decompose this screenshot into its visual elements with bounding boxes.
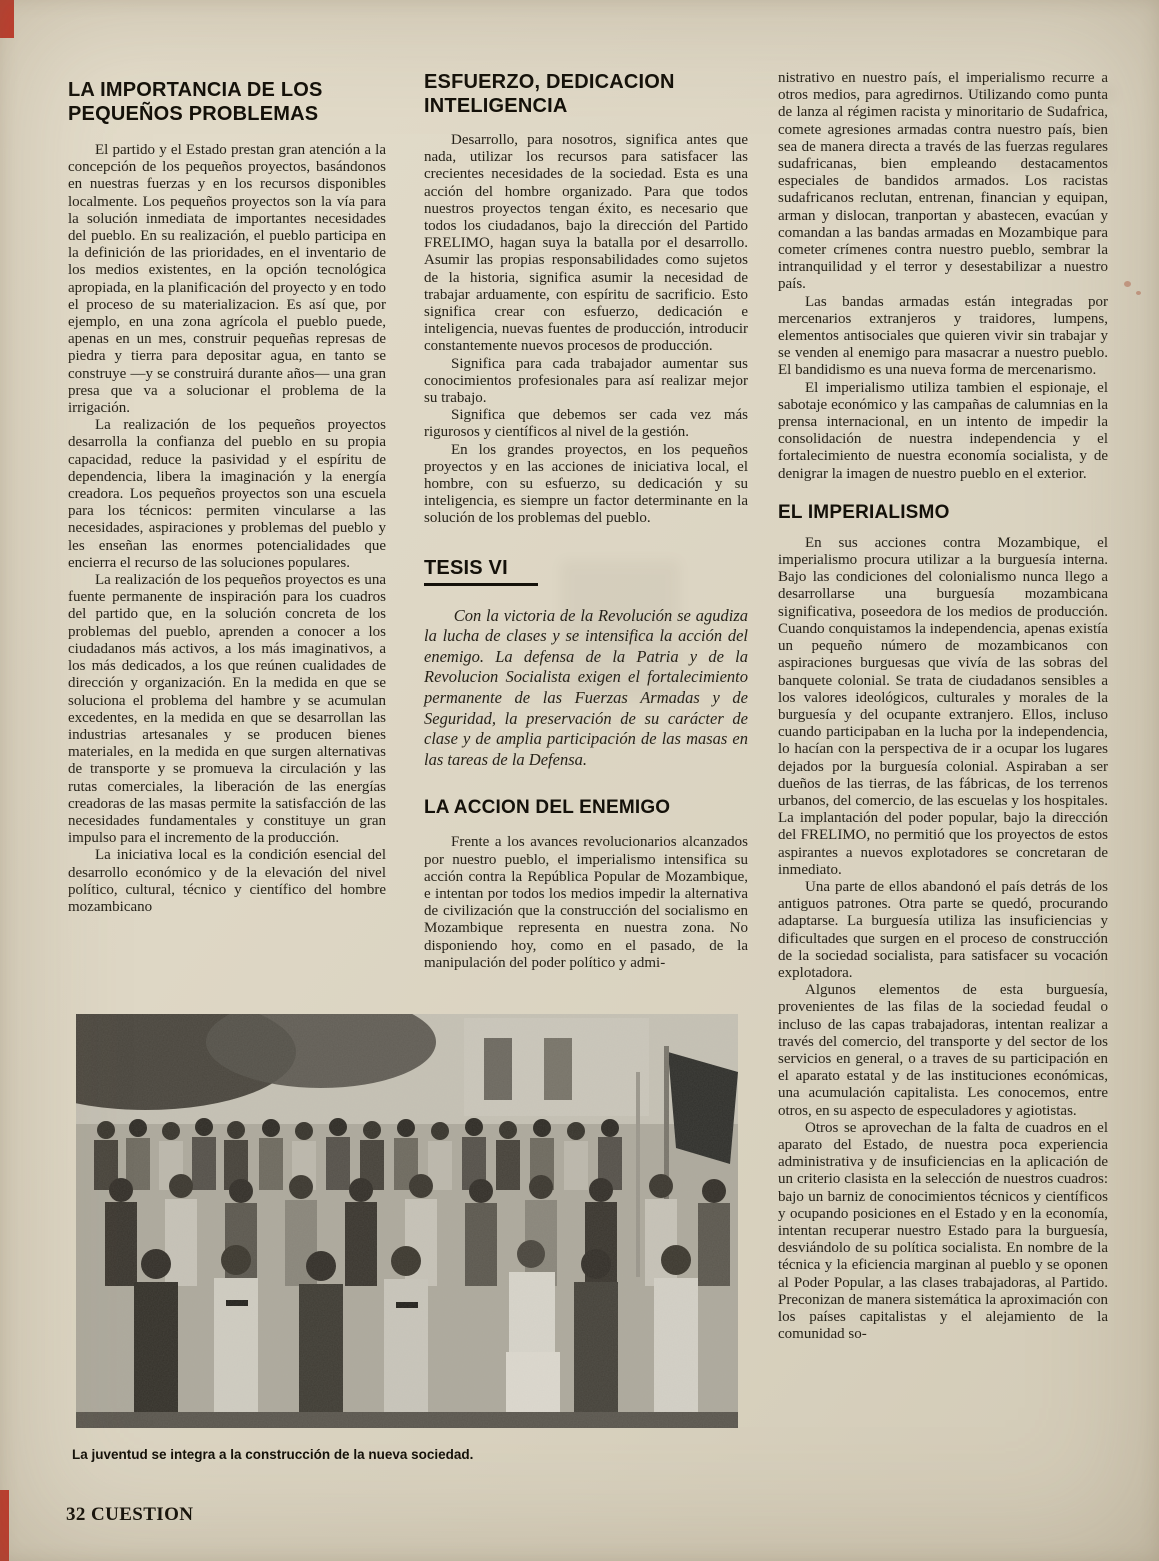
paragraph: La realización de los pequeños proyectos desarrolla la confianza del pueblo en su propia capacidad, reduce la pasividad y el espíritu de dependencia, libera la imaginación y la energía creadora. Los pequeños proyectos son una escuela para los técnicos: permiten vincularse a las necesidades, aspiraciones y problemas del pueblo y les enseñan las enormes potencialidades que encierra el recurso de las soluciones populares. [68,417,386,571]
paragraph: En los grandes proyectos, en los pequeños proyectos y en las acciones de iniciativa local, el hombre, con su esfuerzo, su dedicación y su inteligencia, es siempre un factor determinante en la solución de los problemas del pueblo. [424,441,748,527]
page-edge-red-mark-top [0,0,14,38]
page-footer: 32 CUESTION [66,1504,194,1525]
paragraph: En sus acciones contra Mozambique, el imperialismo procura utilizar a la burguesía interna. Bajo las condiciones del colonialismo nunca llego a desarrollarse una burguesía mozambicana significativa, poseedora de los medios de producción. Cuando conquistamos la independencia, apenas existía un pequeño número de mozambicanos con aspiraciones burguesas que vivía de las sobras del banquete colonial. Se trata de ciudadanos sensibles a los valores ideológicos, culturales y morales de la burguesía y del ocupante extranjero. Ellos, incluso cuando participaban en la lucha por la independencia, lo hacían con la perspectiva de ir a ocupar los lugares dejados por la burguesía colonial. Aspiraban a ser dueños de las tierras, de las fábricas, de los terrenos urbanos, del comercio, de las escuelas y los hospitales. La implantación del poder popular, bajo la dirección del FRELIMO, no permitió que los proyectos de estos aspirantes a nuevos explotadores se concretaran de inmediato. [778,534,1108,878]
paragraph: Algunos elementos de esta burguesía, provenientes de las filas de la sociedad feudal o incluso de las capas trabajadoras, intentan realizar a través del comercio, del transporte y del sector de los servicios en general, o a traves de su participación en el aparato estatal y de las instituciones económicas, una acumulación capitalista. Les conocemos, entre otros, en su aspecto de especuladores y agiotistas. [778,982,1108,1119]
column-middle [424,70,748,972]
paragraph: El imperialismo utiliza tambien el espionaje, el sabotaje económico y las campañas de calumnias en la prensa internacional, en un intento de impedir la consolidación de nuestra independencia y el fortalecimiento de nuestra economía socialista, y de denigrar la imagen de nuestro pueblo en el exterior. [778,379,1108,482]
paragraph: nistrativo en nuestro país, el imperialismo recurre a otros medios, para agredirnos. Utilizando como punta de lanza al régimen racista y minoritario de Sudafrica, comete agresiones armadas contra nuestro país, bien sea de manera directa a través de las fuerzas regulares sudafricanas, bien empleando destacamentos especiales de bandidos armados. Los racistas sudafricanos reclutan, entrenan, financian y equipan, arman y dislocan, tranportan y abastecen, evacúan y comandan a las bandas armadas en Mozambique para cometer crímenes contra nuestro pueblo, sembrar la intranquilidad y el terror y desestabilizar a nuestro país. [778,70,1108,293]
heading-tesis-vi-label: TESIS VI [424,556,538,586]
paragraph: Una parte de ellos abandonó el país detrás de los antiguos patrones. Otra parte se quedó, procurando adaptarse. La burguesía utiliza las insuficiencias y dificultades que surgen en el proceso de construcción de la sociedad socialista, para satisfacer su vocación explotadora. [778,878,1108,981]
paragraph: El partido y el Estado prestan gran atención a la concepción de los pequeños proyectos, basándonos en nuestras fuerzas y en los recursos disponibles localmente. Los pequeños proyectos son la vía para la solución inmediata de importantes necesidades del pueblo. En su realización, el pueblo participa en la definición de las prioridades, en el inventario de los medios existentes, en la opción tecnológica apropiada, en la planificación del proyecto y en todo el proceso de su materializacion. Es así que, por ejemplo, en una zona agrícola el pueblo puede, apenas en un mes, construir pequeñas represas de piedra y tierra para depositar agua, en tanto se construye —y se construirá durante años— una gran presa que va a solucionar el problema de la irrigación. [68,142,386,417]
heading-pequenos-problemas: LA IMPORTANCIA DE LOS PEQUEÑOS PROBLEMAS [68,79,323,125]
paragraph: La iniciativa local es la condición esencial del desarrollo económico y de la elevación del nivel político, cultural, técnico y científico del hombre mozambicano [68,847,386,915]
paragraph: Otros se aprovechan de la falta de cuadros en el aparato del Estado, de nuestra poca experiencia administrativa y de insuficiencias en la aplicación de un criterio clasista en la selección de nuestros cuadros: bajo un barniz de conocimientos técnicos y científicos y ocupando posiciones en el Estado y en la economía, intentan recuperar nuestro Estado para la burguesía, desviándolo de su política socialista. En nombre de la técnica y la eficiencia marginan al pueblo y se oponen al Poder Popular, a las clases trabajadoras, al Partido. Preconizan de manera sistemática la aproximación con los países capitalistas y el alejamiento de la comunidad so- [778,1119,1108,1343]
column-right [778,70,1108,1343]
heading-tesis-vi [424,556,748,586]
paper-stain [1136,291,1141,295]
paper-stain [1124,281,1131,287]
heading-accion-enemigo: LA ACCION DEL ENEMIGO [424,797,671,819]
tesis-paragraph: Con la victoria de la Revolución se agudiza la lucha de clases y se intensifica la acción del enemigo. La defensa de la Patria y de la Revolucion Socialista exigen el fortalecimiento permanente de las Fuerzas Armadas y de Seguridad, la preservación de su carácter de clase y de amplia participación de las masas en las tareas de la Defensa. [424,605,748,769]
paragraph: Desarrollo, para nosotros, significa antes que nada, utilizar los recursos para satisfacer las crecientes necesidades de la sociedad. Esta es una acción del hombre organizado. Para que todos nuestros proyectos tengan éxito, es necesario que todos los ciudadanos, bajo la dirección del Partido FRELIMO, hagan suya la batalla por el desarrollo. Asumir las propias responsabilidades como sujetos de la historia, significa asumir la necesidad de trabajar arduamente, con espíritu de sacrificio. Esto significa crear con esfuerzo, dedicación e inteligencia, nuevas fuentes de producción, introducir constantemente nuevos procesos de producción. [424,132,748,355]
column-left [68,78,386,916]
crowd-photo [76,1014,738,1428]
paragraph: Las bandas armadas están integradas por mercenarios extranjeros y traidores, lumpens, elementos antisociales que quieren vivir sin trabajar y se venden al enemigo para masacrar a nuestro pueblo. El bandidismo es una nueva forma de mercenarismo. [778,293,1108,379]
page-edge-red-mark-bottom [0,1490,9,1561]
paragraph: Significa para cada trabajador aumentar sus conocimientos profesionales para así realizar mejor su trabajo. [424,355,748,407]
heading-imperialismo: EL IMPERIALISMO [778,501,950,523]
paragraph: Significa que debemos ser cada vez más rigurosos y científicos al nivel de la gestión. [424,407,748,441]
photo-caption: La juventud se integra a la construcción de la nueva sociedad. [72,1447,474,1462]
paragraph: Frente a los avances revolucionarios alcanzados por nuestro pueblo, el imperialismo intensifica su acción contra la República Popular de Mozambique, e intentan por todos los medios impedir la alternativa de civilización que la construcción del socialismo en Mozambique representa en nuestra zona. No disponiendo hoy, como en el pasado, de la manipulación del poder político y admi- [424,834,748,971]
crowd-photo-illustration [76,1014,738,1428]
heading-esfuerzo: ESFUERZO, DEDICACION INTELIGENCIA [424,71,675,117]
paragraph: La realización de los pequeños proyectos es una fuente permanente de inspiración para los cuadros del partido que, en la solución concreta de los problemas del pueblo, aprenden a conocer a los ciudadanos más activos, a los más imaginativos, a los más dedicados, a los que reúnen cualidades de dirección y organización. En la medida en que se soluciona el problema del hambre y se acumulan excedentes, en la medida en que se desarrollan las industrias artesanales y se producen bienes materiales, en la medida en que surgen alternativas de transporte y se promueva la circulación y las rutas comerciales, la liberación de las energías creadoras de las masas permite la satisfacción de las necesidades fundamentales y constituye un gran impulso para el incremento de la producción. [68,572,386,847]
